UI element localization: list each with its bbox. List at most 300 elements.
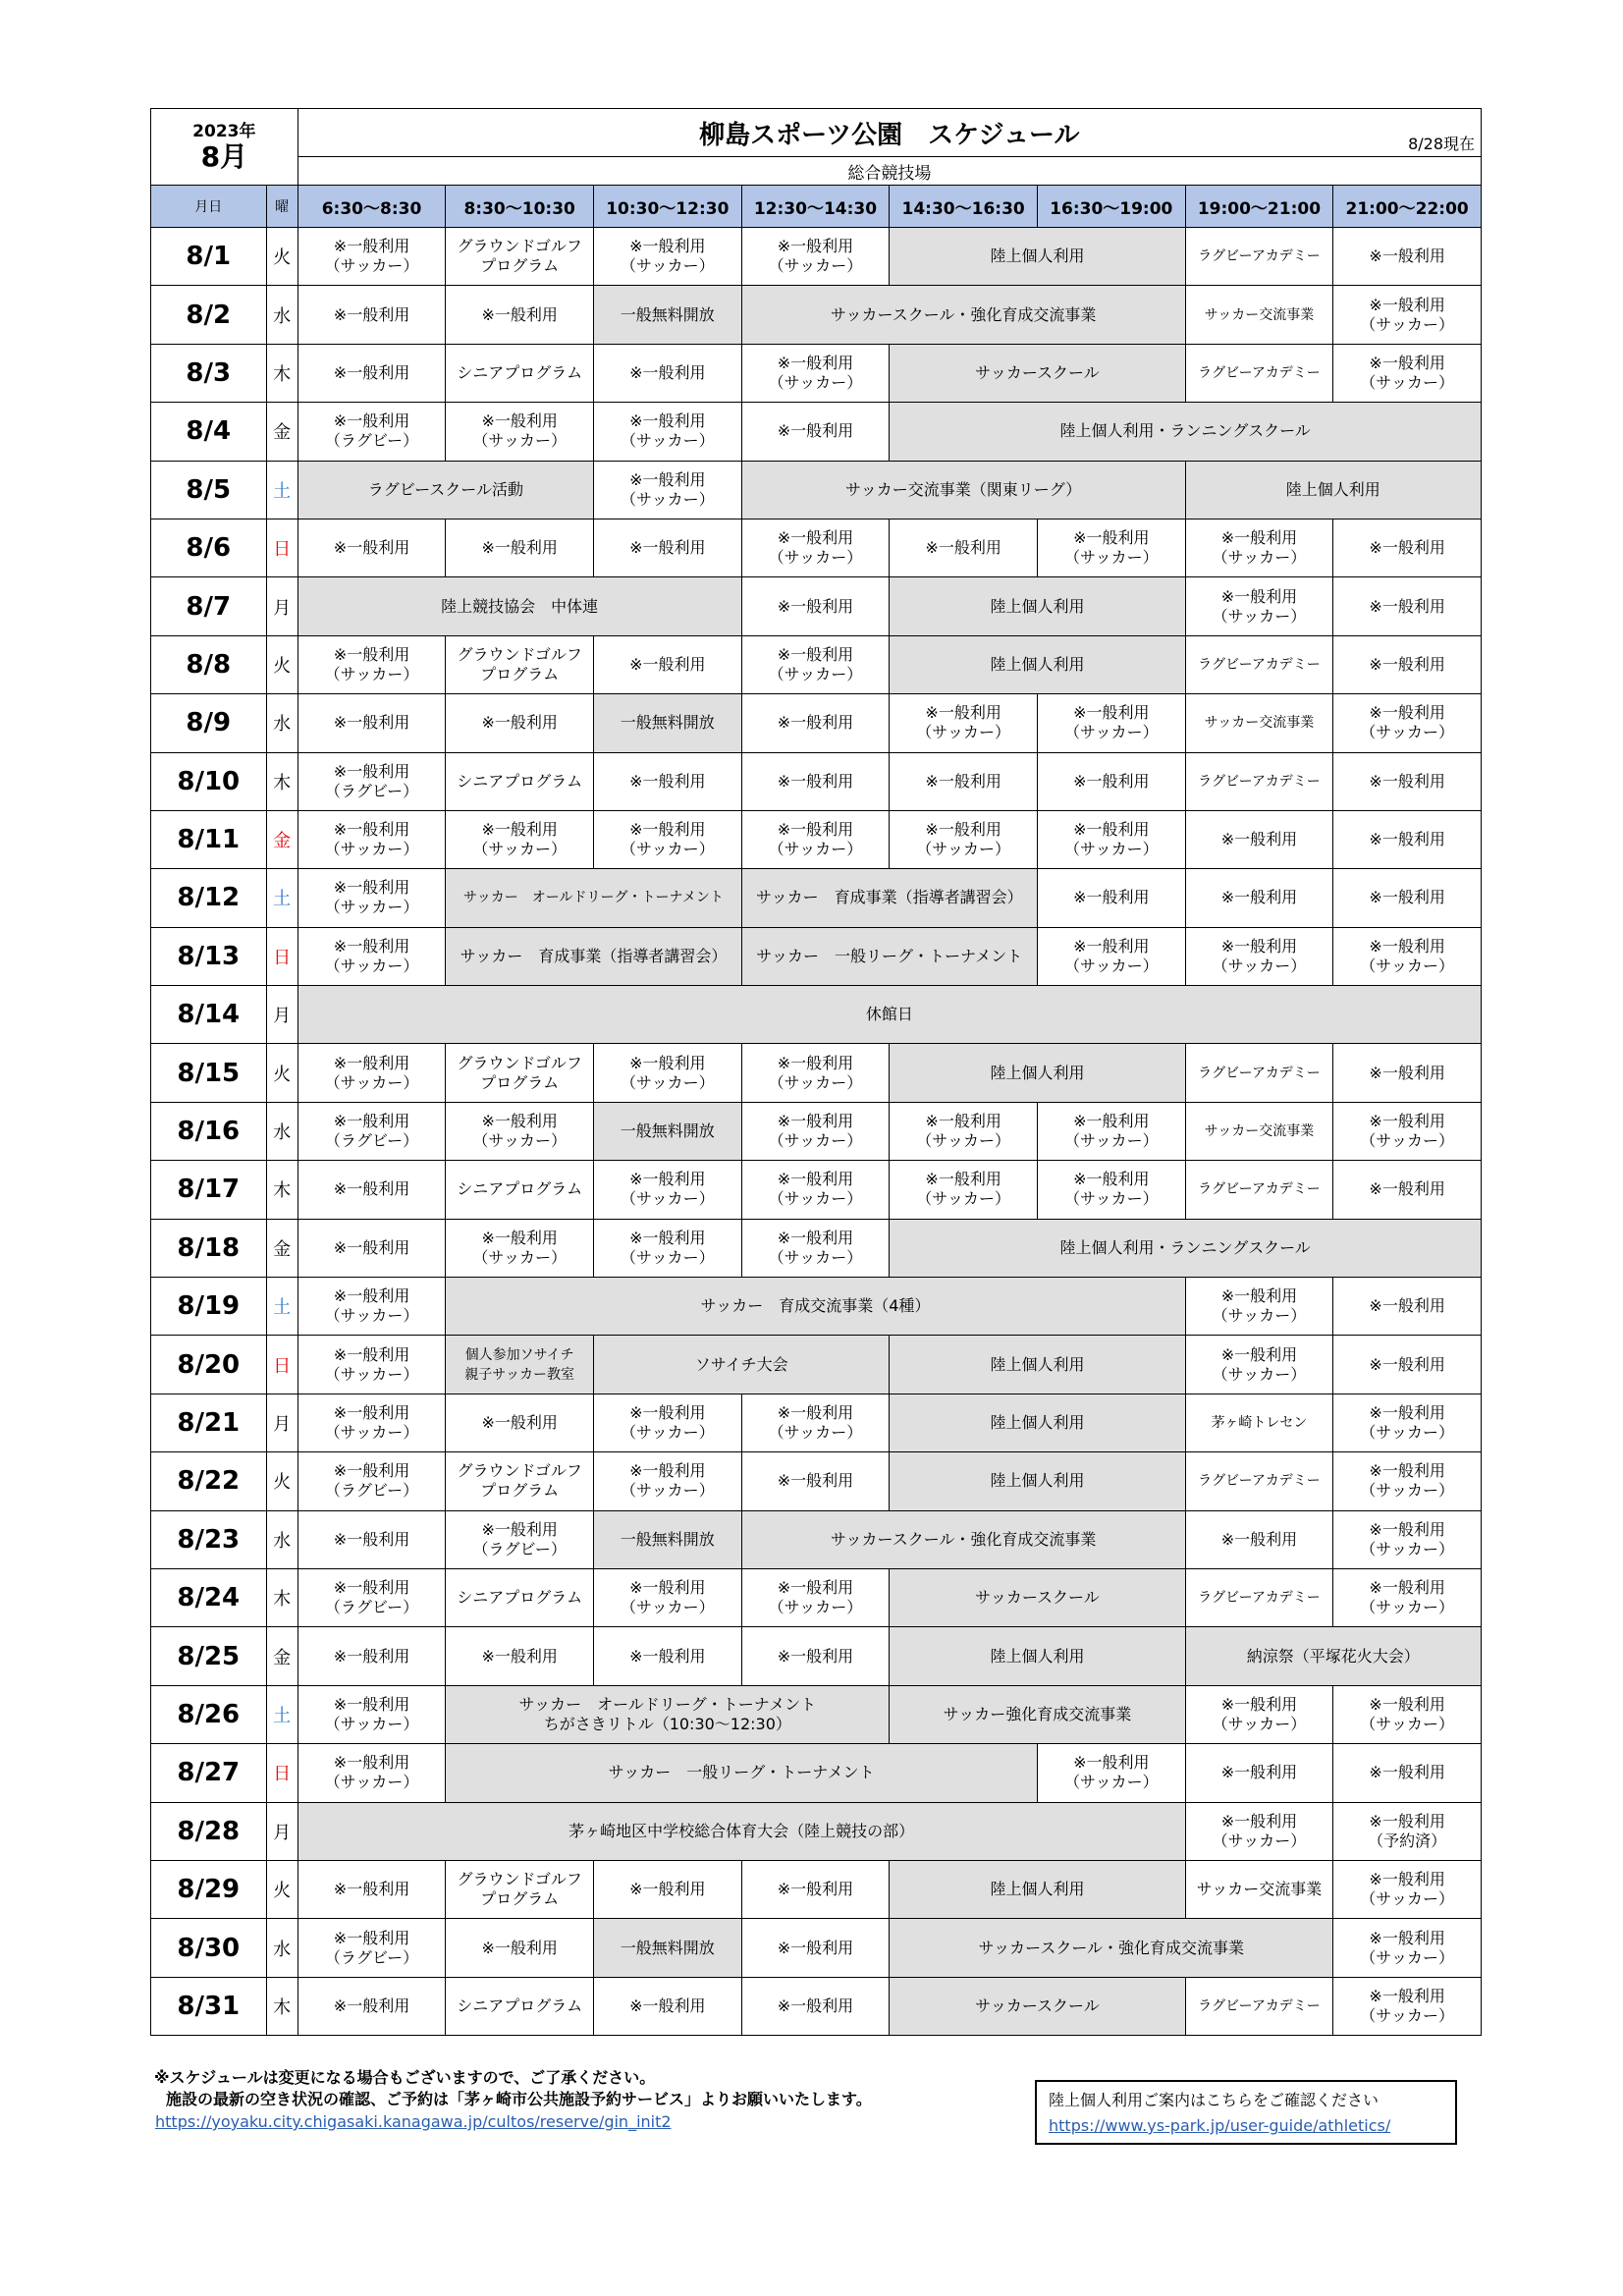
col-header-time-slot: 12:30～14:30: [741, 186, 890, 228]
schedule-cell: 一般無料開放: [593, 1919, 741, 1977]
schedule-cell: ※一般利用 （サッカー）: [1185, 1802, 1333, 1860]
schedule-cell: ※一般利用 （サッカー）: [1037, 1102, 1185, 1160]
schedule-cell: 茅ヶ崎トレセン: [1185, 1394, 1333, 1451]
schedule-cell: ※一般利用 （サッカー）: [1333, 344, 1482, 402]
schedule-cell: ※一般利用 （サッカー）: [1037, 694, 1185, 752]
schedule-cell: ※一般利用: [446, 1627, 594, 1685]
weekday-cell: 金: [266, 1627, 298, 1685]
schedule-cell: ※一般利用: [446, 286, 594, 344]
date-cell: 8/10: [151, 752, 267, 810]
schedule-cell: サッカースクール・強化育成交流事業: [741, 286, 1185, 344]
reservation-link[interactable]: https://yoyaku.city.chigasaki.kanagawa.jp/cultos/reserve/gin_init2: [155, 2112, 672, 2131]
schedule-cell: 一般無料開放: [593, 694, 741, 752]
schedule-cell: ※一般利用 （サッカー）: [298, 228, 446, 286]
schedule-cell: シニアプログラム: [446, 752, 594, 810]
schedule-cell: ラグビーアカデミー: [1185, 1044, 1333, 1102]
schedule-cell: ※一般利用: [298, 1627, 446, 1685]
schedule-cell: ※一般利用: [298, 1219, 446, 1277]
schedule-cell: ※一般利用: [1333, 577, 1482, 635]
table-row: [151, 1627, 1482, 1685]
schedule-cell: ※一般利用 （サッカー）: [298, 927, 446, 985]
schedule-cell: ※一般利用 （サッカー）: [298, 1744, 446, 1802]
schedule-cell: グラウンドゴルフ プログラム: [446, 1860, 594, 1918]
schedule-cell: ※一般利用 （サッカー）: [298, 1336, 446, 1394]
schedule-cell: ※一般利用 （サッカー）: [593, 810, 741, 868]
schedule-cell: ※一般利用 （サッカー）: [890, 810, 1038, 868]
schedule-cell: ラグビースクール活動: [298, 461, 593, 519]
schedule-cell: サッカースクール: [890, 1568, 1185, 1626]
schedule-cell: ※一般利用: [1185, 1510, 1333, 1568]
schedule-cell: ラグビーアカデミー: [1185, 344, 1333, 402]
schedule-cell: 茅ヶ崎地区中学校総合体育大会（陸上競技の部）: [298, 1802, 1185, 1860]
schedule-cell: ※一般利用: [1333, 810, 1482, 868]
weekday-cell: 水: [266, 694, 298, 752]
schedule-cell: ※一般利用 （ラグビー）: [298, 1102, 446, 1160]
schedule-cell: シニアプログラム: [446, 1161, 594, 1219]
date-cell: 8/11: [151, 810, 267, 868]
table-row: [151, 1102, 1482, 1160]
schedule-cell: ※一般利用: [298, 1860, 446, 1918]
schedule-cell: ※一般利用: [1333, 1278, 1482, 1336]
schedule-cell: ※一般利用: [890, 752, 1038, 810]
weekday-cell: 火: [266, 635, 298, 693]
schedule-cell: 陸上個人利用・ランニングスクール: [890, 1219, 1482, 1277]
schedule-cell: 陸上個人利用: [890, 228, 1185, 286]
table-row: [151, 286, 1482, 344]
schedule-cell: ※一般利用 （サッカー）: [741, 228, 890, 286]
schedule-cell: ※一般利用 （サッカー）: [298, 1278, 446, 1336]
schedule-cell: ※一般利用: [593, 1627, 741, 1685]
schedule-cell: ※一般利用: [1333, 1744, 1482, 1802]
schedule-cell: サッカー交流事業（関東リーグ）: [741, 461, 1185, 519]
schedule-cell: ※一般利用 （サッカー）: [1333, 286, 1482, 344]
date-cell: 8/15: [151, 1044, 267, 1102]
schedule-cell: ※一般利用 （サッカー）: [446, 810, 594, 868]
weekday-cell: 木: [266, 344, 298, 402]
schedule-cell: ※一般利用 （ラグビー）: [298, 1568, 446, 1626]
table-row: [151, 1278, 1482, 1336]
schedule-cell: ※一般利用 （予約済）: [1333, 1802, 1482, 1860]
date-cell: 8/31: [151, 1977, 267, 2035]
schedule-cell: ※一般利用: [298, 694, 446, 752]
table-row: [151, 1860, 1482, 1918]
date-cell: 8/16: [151, 1102, 267, 1160]
schedule-cell: ※一般利用 （サッカー）: [741, 519, 890, 576]
date-cell: 8/19: [151, 1278, 267, 1336]
schedule-cell: サッカースクール: [890, 344, 1185, 402]
col-header-time-slot: 8:30～10:30: [446, 186, 594, 228]
date-cell: 8/28: [151, 1802, 267, 1860]
schedule-cell: サッカー 育成交流事業（4種）: [446, 1278, 1185, 1336]
schedule-cell: ラグビーアカデミー: [1185, 1568, 1333, 1626]
note-line-1: ※スケジュールは変更になる場合もございますので、ご了承ください。: [154, 2068, 656, 2087]
date-cell: 8/30: [151, 1919, 267, 1977]
schedule-cell: ラグビーアカデミー: [1185, 228, 1333, 286]
footer-note: [154, 2067, 872, 2110]
schedule-cell: ※一般利用 （サッカー）: [890, 1161, 1038, 1219]
col-header-time-slot: 16:30～19:00: [1037, 186, 1185, 228]
schedule-cell: ※一般利用: [446, 519, 594, 576]
schedule-cell: ※一般利用 （サッカー）: [741, 1219, 890, 1277]
schedule-cell: ※一般利用: [298, 344, 446, 402]
schedule-cell: ラグビーアカデミー: [1185, 1161, 1333, 1219]
schedule-cell: ラグビーアカデミー: [1185, 1452, 1333, 1510]
schedule-cell: サッカー交流事業: [1185, 1860, 1333, 1918]
date-cell: 8/26: [151, 1685, 267, 1743]
schedule-cell: ※一般利用: [593, 519, 741, 576]
schedule-cell: ※一般利用 （サッカー）: [298, 810, 446, 868]
schedule-cell: ※一般利用: [741, 577, 890, 635]
schedule-cell: ※一般利用 （サッカー）: [593, 1161, 741, 1219]
table-row: [151, 1161, 1482, 1219]
schedule-cell: 陸上個人利用: [890, 1044, 1185, 1102]
date-cell: 8/8: [151, 635, 267, 693]
schedule-cell: サッカースクール・強化育成交流事業: [890, 1919, 1333, 1977]
schedule-cell: ※一般利用 （サッカー）: [1185, 519, 1333, 576]
table-row: [151, 869, 1482, 927]
table-row: [151, 752, 1482, 810]
col-header-time-slot: 19:00～21:00: [1185, 186, 1333, 228]
schedule-cell: グラウンドゴルフ プログラム: [446, 228, 594, 286]
schedule-cell: ※一般利用 （ラグビー）: [298, 1452, 446, 1510]
date-cell: 8/2: [151, 286, 267, 344]
schedule-cell: ※一般利用 （サッカー）: [298, 1394, 446, 1451]
schedule-cell: ※一般利用 （サッカー）: [890, 694, 1038, 752]
schedule-cell: ※一般利用 （サッカー）: [1185, 1685, 1333, 1743]
schedule-cell: ※一般利用 （サッカー）: [1185, 1336, 1333, 1394]
schedule-cell: ※一般利用: [741, 694, 890, 752]
schedule-cell: ※一般利用 （サッカー）: [741, 635, 890, 693]
schedule-cell: ※一般利用 （サッカー）: [1185, 927, 1333, 985]
weekday-cell: 日: [266, 519, 298, 576]
weekday-cell: 火: [266, 228, 298, 286]
schedule-cell: ※一般利用 （サッカー）: [1185, 1278, 1333, 1336]
schedule-cell: サッカー 育成事業（指導者講習会）: [446, 927, 741, 985]
date-cell: 8/1: [151, 228, 267, 286]
schedule-body: [151, 228, 1482, 2036]
schedule-cell: サッカー 一般リーグ・トーナメント: [741, 927, 1037, 985]
table-row: [151, 810, 1482, 868]
schedule-cell: ※一般利用: [1185, 810, 1333, 868]
schedule-cell: 一般無料開放: [593, 1102, 741, 1160]
schedule-cell: サッカースクール: [890, 1977, 1185, 2035]
table-row: [151, 1394, 1482, 1451]
schedule-cell: ※一般利用: [1333, 869, 1482, 927]
weekday-cell: 金: [266, 810, 298, 868]
schedule-cell: グラウンドゴルフ プログラム: [446, 635, 594, 693]
schedule-cell: ラグビーアカデミー: [1185, 1977, 1333, 2035]
schedule-cell: ※一般利用 （サッカー）: [593, 1394, 741, 1451]
date-cell: 8/7: [151, 577, 267, 635]
table-row: [151, 228, 1482, 286]
schedule-cell: シニアプログラム: [446, 344, 594, 402]
schedule-cell: ※一般利用 （サッカー）: [741, 344, 890, 402]
weekday-cell: 金: [266, 403, 298, 461]
table-row: [151, 403, 1482, 461]
schedule-table: [150, 108, 1482, 2036]
schedule-cell: サッカー交流事業: [1185, 694, 1333, 752]
schedule-cell: ※一般利用: [1333, 1161, 1482, 1219]
schedule-cell: ※一般利用 （サッカー）: [741, 1102, 890, 1160]
schedule-cell: ※一般利用 （サッカー）: [593, 461, 741, 519]
schedule-cell: ※一般利用: [298, 519, 446, 576]
table-row: [151, 1919, 1482, 1977]
weekday-cell: 月: [266, 1394, 298, 1451]
schedule-cell: ※一般利用 （サッカー）: [1037, 1161, 1185, 1219]
table-row: [151, 635, 1482, 693]
month-label: 8月: [200, 139, 248, 173]
schedule-cell: 陸上個人利用: [890, 635, 1185, 693]
schedule-cell: ※一般利用: [1037, 752, 1185, 810]
table-row: [151, 461, 1482, 519]
schedule-cell: ※一般利用: [1037, 869, 1185, 927]
schedule-cell: ラグビーアカデミー: [1185, 635, 1333, 693]
schedule-cell: サッカー 育成事業（指導者講習会）: [741, 869, 1037, 927]
schedule-cell: ※一般利用 （サッカー）: [1333, 1510, 1482, 1568]
weekday-cell: 金: [266, 1219, 298, 1277]
schedule-cell: ※一般利用: [741, 752, 890, 810]
table-row: [151, 986, 1482, 1044]
date-cell: 8/27: [151, 1744, 267, 1802]
athletics-info-text: 陸上個人利用ご案内はこちらをご確認ください: [1049, 2091, 1380, 2109]
schedule-cell: ※一般利用 （ラグビー）: [298, 1919, 446, 1977]
schedule-cell: 一般無料開放: [593, 1510, 741, 1568]
weekday-cell: 火: [266, 1860, 298, 1918]
schedule-cell: ※一般利用 （サッカー）: [593, 1219, 741, 1277]
schedule-cell: ※一般利用: [298, 1977, 446, 2035]
col-header-time-slot: 21:00～22:00: [1333, 186, 1482, 228]
schedule-cell: ※一般利用: [1333, 228, 1482, 286]
table-row: [151, 1044, 1482, 1102]
schedule-cell: ※一般利用 （ラグビー）: [298, 752, 446, 810]
schedule-cell: ※一般利用 （サッカー）: [1333, 1919, 1482, 1977]
schedule-cell: ※一般利用: [298, 1510, 446, 1568]
schedule-cell: ※一般利用 （サッカー）: [1333, 1394, 1482, 1451]
date-cell: 8/9: [151, 694, 267, 752]
schedule-cell: ※一般利用 （サッカー）: [1037, 927, 1185, 985]
schedule-cell: ※一般利用 （サッカー）: [1037, 519, 1185, 576]
table-row: [151, 1977, 1482, 2035]
schedule-cell: ※一般利用 （サッカー）: [1333, 1977, 1482, 2035]
schedule-cell: ※一般利用 （サッカー）: [1333, 1860, 1482, 1918]
schedule-cell: 陸上個人利用: [890, 1627, 1185, 1685]
date-cell: 8/12: [151, 869, 267, 927]
col-header-dow: 曜: [266, 186, 298, 228]
schedule-cell: ※一般利用: [298, 286, 446, 344]
weekday-cell: 土: [266, 461, 298, 519]
date-cell: 8/4: [151, 403, 267, 461]
schedule-cell: ※一般利用 （サッカー）: [298, 1685, 446, 1743]
schedule-cell: 陸上個人利用: [890, 577, 1185, 635]
weekday-cell: 水: [266, 1919, 298, 1977]
weekday-cell: 日: [266, 927, 298, 985]
schedule-cell: 個人参加ソサイチ 親子サッカー教室: [446, 1336, 594, 1394]
schedule-cell: 陸上個人利用: [890, 1336, 1185, 1394]
weekday-cell: 日: [266, 1336, 298, 1394]
schedule-cell: 休館日: [298, 986, 1481, 1044]
schedule-cell: ※一般利用 （サッカー）: [1185, 577, 1333, 635]
schedule-cell: ※一般利用: [741, 1452, 890, 1510]
date-cell: 8/23: [151, 1510, 267, 1568]
col-header-date: 月日: [151, 186, 267, 228]
schedule-cell: サッカー オールドリーグ・トーナメント ちがさきリトル（10:30～12:30）: [446, 1685, 890, 1743]
date-cell: 8/29: [151, 1860, 267, 1918]
table-row: [151, 1452, 1482, 1510]
weekday-cell: 水: [266, 1510, 298, 1568]
schedule-cell: ※一般利用: [1333, 1044, 1482, 1102]
schedule-cell: ※一般利用: [741, 1860, 890, 1918]
date-cell: 8/6: [151, 519, 267, 576]
schedule-cell: ※一般利用: [890, 519, 1038, 576]
schedule-cell: ※一般利用 （サッカー）: [593, 403, 741, 461]
schedule-cell: ※一般利用: [1333, 635, 1482, 693]
date-cell: 8/21: [151, 1394, 267, 1451]
schedule-cell: 一般無料開放: [593, 286, 741, 344]
date-cell: 8/18: [151, 1219, 267, 1277]
schedule-cell: ※一般利用: [593, 635, 741, 693]
schedule-cell: サッカー オールドリーグ・トーナメント: [446, 869, 741, 927]
schedule-cell: ※一般利用 （サッカー）: [1037, 1744, 1185, 1802]
schedule-cell: ※一般利用 （サッカー）: [298, 635, 446, 693]
schedule-cell: ※一般利用 （サッカー）: [1333, 1102, 1482, 1160]
schedule-cell: 陸上個人利用: [890, 1452, 1185, 1510]
schedule-cell: ※一般利用 （サッカー）: [298, 1044, 446, 1102]
schedule-cell: サッカー強化育成交流事業: [890, 1685, 1185, 1743]
schedule-cell: ※一般利用: [446, 1919, 594, 1977]
weekday-cell: 火: [266, 1044, 298, 1102]
schedule-cell: ※一般利用 （ラグビー）: [446, 1510, 594, 1568]
weekday-cell: 月: [266, 1802, 298, 1860]
schedule-cell: ※一般利用 （サッカー）: [741, 1568, 890, 1626]
date-cell: 8/22: [151, 1452, 267, 1510]
schedule-cell: ※一般利用 （サッカー）: [446, 403, 594, 461]
weekday-cell: 木: [266, 1161, 298, 1219]
table-row: [151, 344, 1482, 402]
schedule-cell: ソサイチ大会: [593, 1336, 889, 1394]
weekday-cell: 日: [266, 1744, 298, 1802]
date-cell: 8/20: [151, 1336, 267, 1394]
schedule-cell: ※一般利用: [593, 1860, 741, 1918]
schedule-cell: サッカー交流事業: [1185, 1102, 1333, 1160]
schedule-cell: ※一般利用: [741, 1627, 890, 1685]
schedule-cell: 納涼祭（平塚花火大会）: [1185, 1627, 1481, 1685]
col-header-time-slot: 10:30～12:30: [593, 186, 741, 228]
weekday-cell: 土: [266, 869, 298, 927]
schedule-cell: ※一般利用: [1333, 1336, 1482, 1394]
schedule-cell: ※一般利用 （サッカー）: [1333, 1568, 1482, 1626]
schedule-cell: ※一般利用: [741, 1977, 890, 2035]
date-cell: 8/17: [151, 1161, 267, 1219]
weekday-cell: 木: [266, 752, 298, 810]
table-row: [151, 694, 1482, 752]
schedule-cell: ※一般利用: [741, 403, 890, 461]
schedule-cell: 陸上個人利用: [1185, 461, 1481, 519]
table-row: [151, 1744, 1482, 1802]
schedule-cell: ※一般利用 （サッカー）: [593, 1568, 741, 1626]
col-header-time-slot: 14:30～16:30: [890, 186, 1038, 228]
weekday-cell: 土: [266, 1685, 298, 1743]
schedule-cell: ※一般利用 （サッカー）: [446, 1219, 594, 1277]
schedule-cell: ※一般利用: [741, 1919, 890, 1977]
date-cell: 8/13: [151, 927, 267, 985]
schedule-cell: ※一般利用: [1185, 1744, 1333, 1802]
table-row: [151, 927, 1482, 985]
date-cell: 8/24: [151, 1568, 267, 1626]
table-row: [151, 1802, 1482, 1860]
schedule-cell: ※一般利用: [593, 1977, 741, 2035]
schedule-cell: ※一般利用 （サッカー）: [890, 1102, 1038, 1160]
year-label: 2023年: [192, 121, 256, 141]
schedule-cell: 陸上個人利用: [890, 1394, 1185, 1451]
schedule-cell: ※一般利用: [593, 752, 741, 810]
weekday-cell: 月: [266, 986, 298, 1044]
table-row: [151, 519, 1482, 576]
schedule-cell: ※一般利用: [1333, 519, 1482, 576]
schedule-cell: ※一般利用 （サッカー）: [1333, 694, 1482, 752]
weekday-cell: 木: [266, 1977, 298, 2035]
facility-name: 総合競技場: [298, 157, 1481, 186]
schedule-cell: グラウンドゴルフ プログラム: [446, 1452, 594, 1510]
table-row: [151, 1685, 1482, 1743]
schedule-cell: ※一般利用 （サッカー）: [593, 1452, 741, 1510]
schedule-cell: サッカー交流事業: [1185, 286, 1333, 344]
weekday-cell: 月: [266, 577, 298, 635]
schedule-cell: 陸上競技協会 中体連: [298, 577, 741, 635]
column-header-row: [151, 186, 1482, 228]
table-row: [151, 1219, 1482, 1277]
schedule-cell: ※一般利用: [446, 1394, 594, 1451]
schedule-cell: ※一般利用 （サッカー）: [1333, 927, 1482, 985]
table-row: [151, 1568, 1482, 1626]
schedule-cell: ※一般利用: [446, 694, 594, 752]
table-row: [151, 1510, 1482, 1568]
schedule-cell: ※一般利用 （サッカー）: [1333, 1452, 1482, 1510]
title-cell: [298, 109, 1481, 157]
date-cell: 8/14: [151, 986, 267, 1044]
athletics-info-link[interactable]: https://www.ys-park.jp/user-guide/athletics/: [1049, 2116, 1391, 2135]
schedule-cell: サッカー 一般リーグ・トーナメント: [446, 1744, 1038, 1802]
schedule-cell: ※一般利用: [1333, 752, 1482, 810]
col-header-time-slot: 6:30～8:30: [298, 186, 446, 228]
schedule-cell: ※一般利用 （サッカー）: [741, 1161, 890, 1219]
weekday-cell: 火: [266, 1452, 298, 1510]
schedule-cell: グラウンドゴルフ プログラム: [446, 1044, 594, 1102]
table-row: [151, 577, 1482, 635]
schedule-cell: ※一般利用: [298, 1161, 446, 1219]
athletics-info-box: [1035, 2080, 1457, 2145]
schedule-cell: ※一般利用 （サッカー）: [593, 228, 741, 286]
date-cell: 8/3: [151, 344, 267, 402]
schedule-cell: 陸上個人利用・ランニングスクール: [890, 403, 1482, 461]
schedule-cell: ※一般利用 （サッカー）: [741, 1394, 890, 1451]
weekday-cell: 木: [266, 1568, 298, 1626]
schedule-cell: ※一般利用 （ラグビー）: [298, 403, 446, 461]
weekday-cell: 水: [266, 1102, 298, 1160]
schedule-cell: ラグビーアカデミー: [1185, 752, 1333, 810]
weekday-cell: 土: [266, 1278, 298, 1336]
table-row: [151, 1336, 1482, 1394]
schedule-cell: ※一般利用 （サッカー）: [1037, 810, 1185, 868]
schedule-cell: ※一般利用 （サッカー）: [298, 869, 446, 927]
note-line-2: 施設の最新の空き状況の確認、ご予約は「茅ヶ崎市公共施設予約サービス」よりお願いいたします。: [166, 2090, 872, 2108]
date-cell: 8/25: [151, 1627, 267, 1685]
schedule-cell: シニアプログラム: [446, 1568, 594, 1626]
schedule-cell: ※一般利用 （サッカー）: [741, 1044, 890, 1102]
schedule-cell: シニアプログラム: [446, 1977, 594, 2035]
schedule-cell: ※一般利用: [593, 344, 741, 402]
schedule-cell: ※一般利用 （サッカー）: [1333, 1685, 1482, 1743]
page-title: 柳島スポーツ公園 スケジュール: [699, 120, 1080, 150]
